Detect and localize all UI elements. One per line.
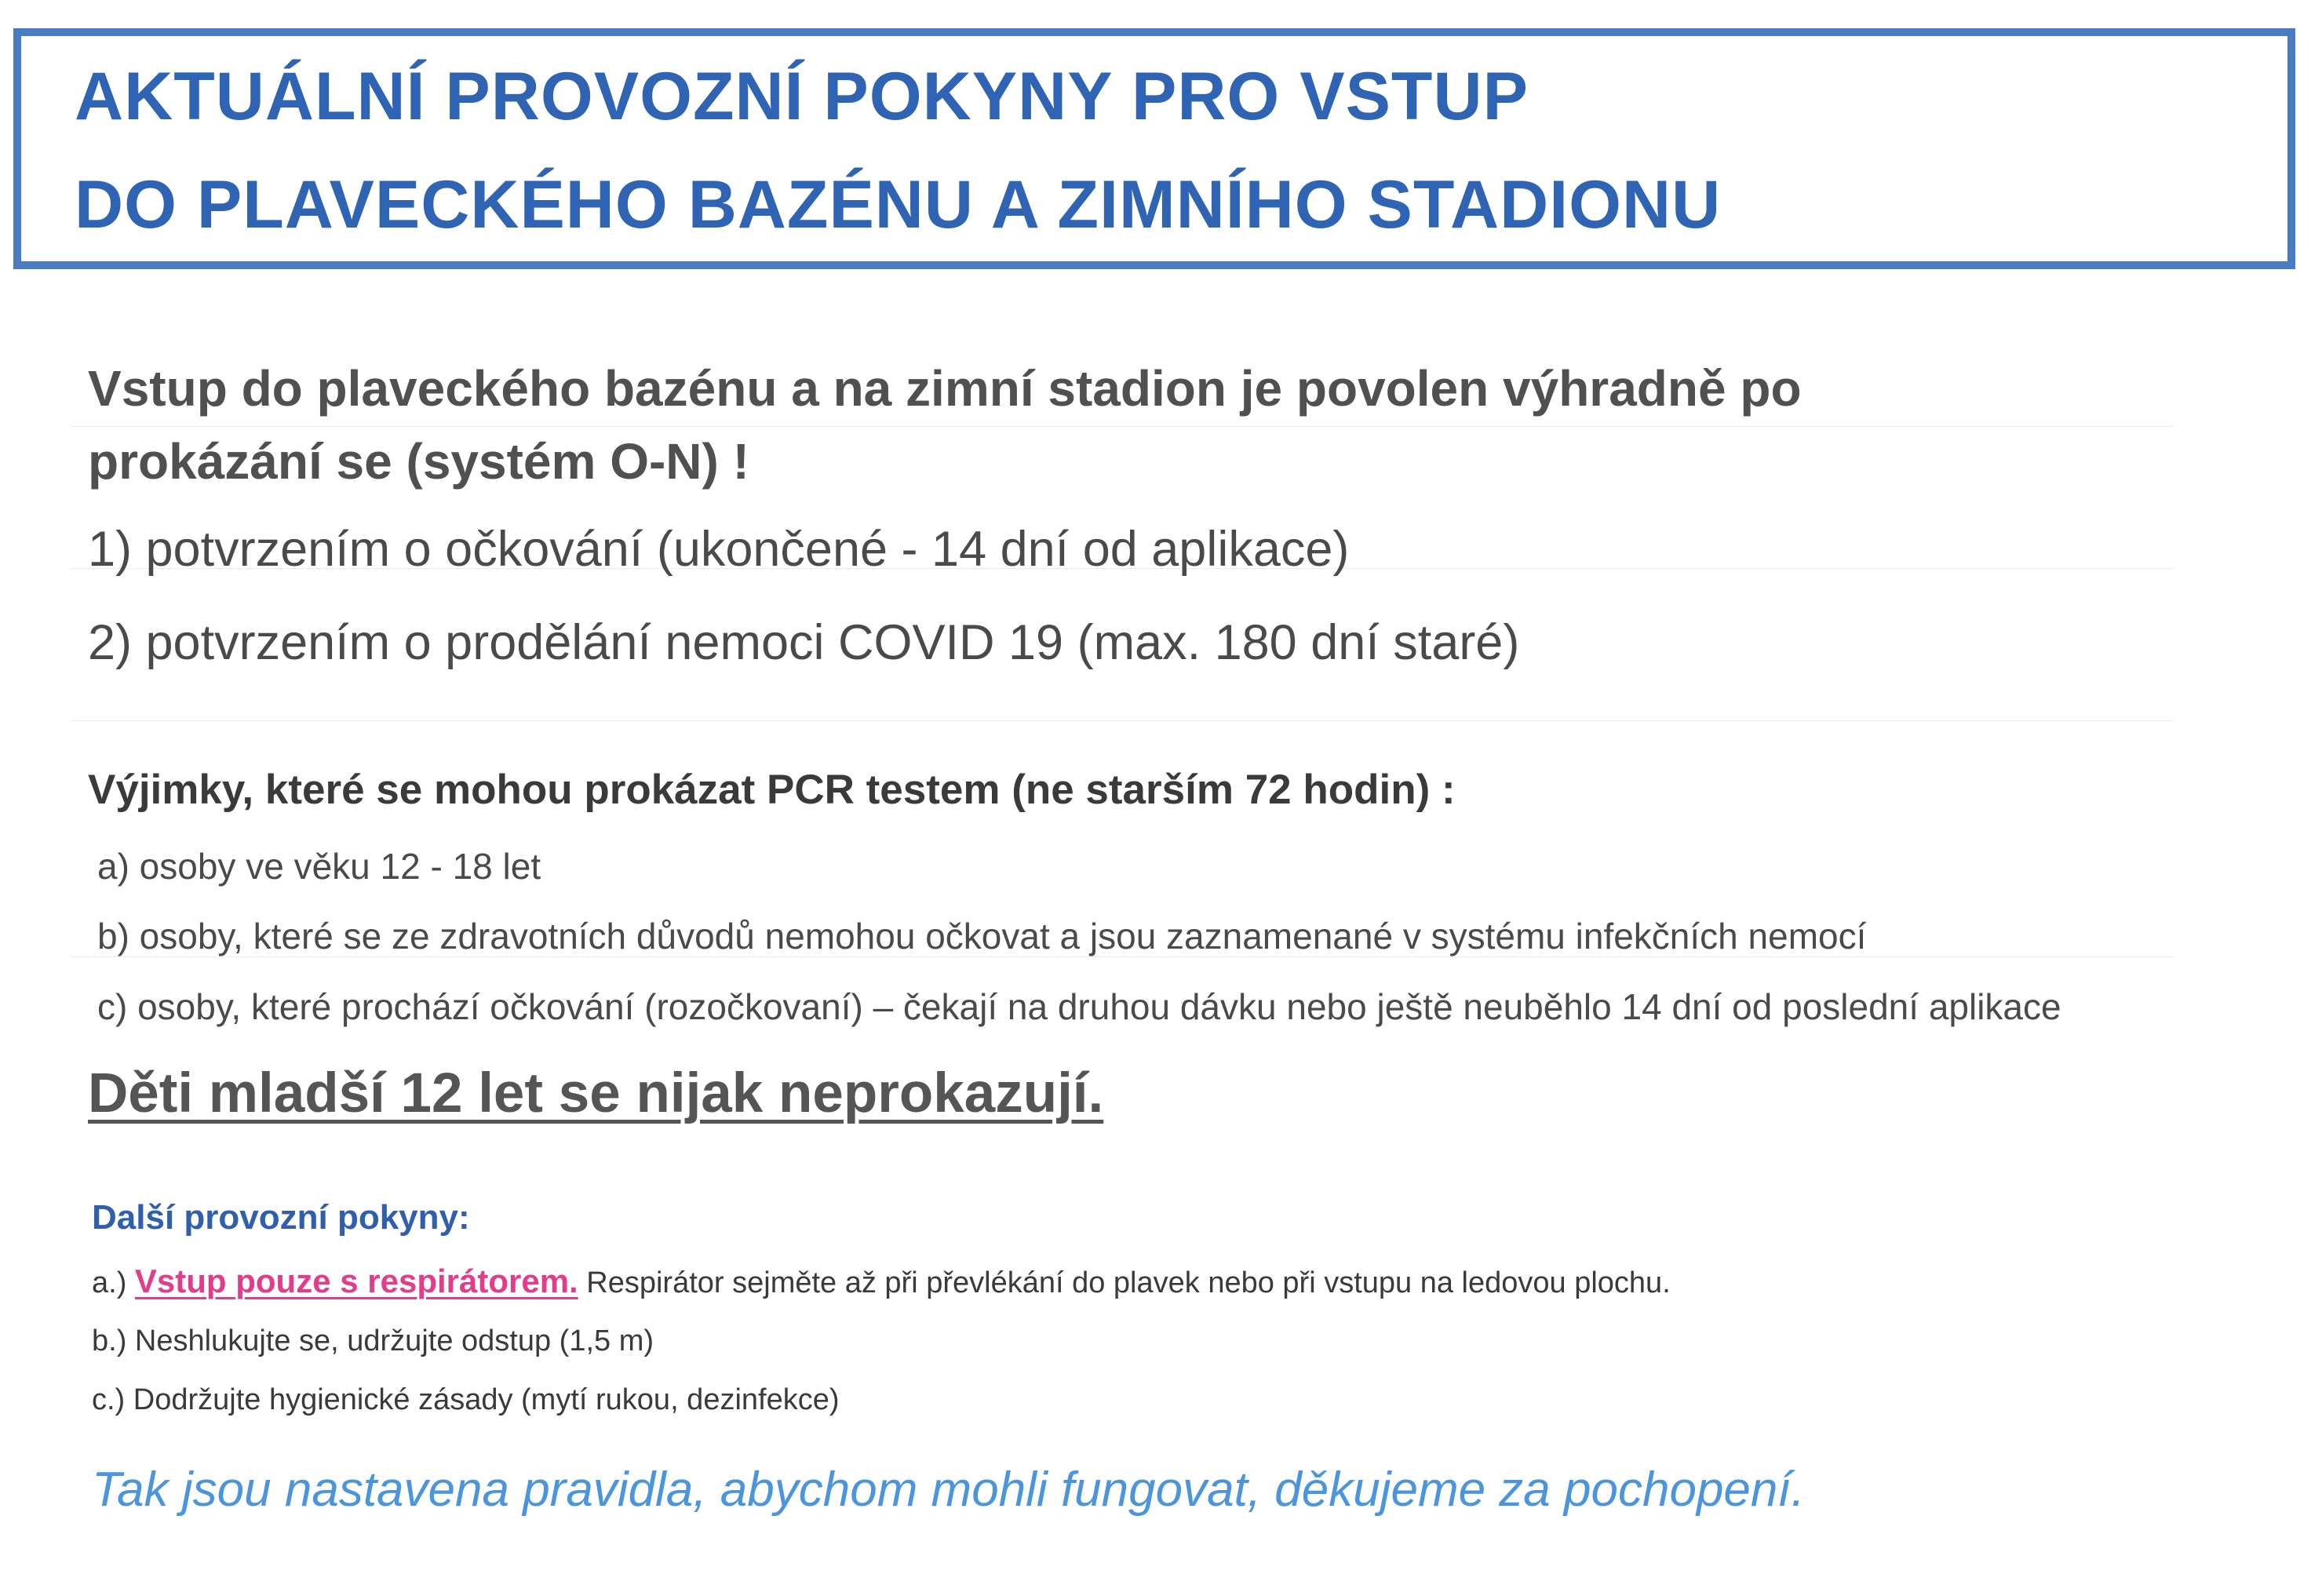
children-note: Děti mladší 12 let se nijak neprokazují. [88, 1062, 1104, 1124]
exception-item-c: c) osoby, které prochází očkování (rozočkovaní) – čekají na druhou dávku nebo ještě neuběhlo 14 dní od poslední aplikace [97, 986, 2061, 1027]
rule-item-c: c.) Dodržujte hygienické zásady (mytí rukou, dezinfekce) [92, 1383, 840, 1416]
scan-artifact-line [71, 426, 2174, 427]
requirement-vaccination: 1) potvrzením o očkování (ukončené - 14 dní od aplikace) [88, 522, 1350, 577]
entry-condition-line-2: prokázání se (systém O-N) ! [88, 433, 749, 490]
exception-item-a: a) osoby ve věku 12 - 18 let [97, 846, 541, 887]
page-title-line-2: DO PLAVECKÉHO BAZÉNU A ZIMNÍHO STADIONU [75, 167, 1722, 242]
exception-item-b: b) osoby, které se ze zdravotních důvodů nemohou očkovat a jsou zaznamenané v systému infekčních nemocí [97, 916, 1867, 957]
page-title-line-1: AKTUÁLNÍ PROVOZNÍ POKYNY PRO VSTUP [75, 59, 1529, 134]
rule-item-b: b.) Neshlukujte se, udržujte odstup (1,5 m) [92, 1325, 654, 1357]
scan-artifact-line [71, 720, 2174, 721]
respirator-highlight: Vstup pouze s respirátorem. [134, 1263, 578, 1299]
further-rules-title: Další provozní pokyny: [92, 1198, 470, 1237]
exceptions-title: Výjimky, které se mohou prokázat PCR testem (ne starším 72 hodin) : [88, 767, 1456, 813]
rule-a-text: Respirátor sejměte až při převlékání do plavek nebo při vstupu na ledovou plochu. [578, 1266, 1671, 1299]
entry-condition-line-1: Vstup do plaveckého bazénu a na zimní stadion je povolen výhradně po [88, 360, 1802, 417]
closing-message: Tak jsou nastavena pravidla, abychom mohli fungovat, děkujeme za pochopení. [92, 1463, 1805, 1517]
rule-a-prefix: a.) [92, 1266, 135, 1299]
rule-item-a [92, 1265, 1671, 1298]
requirement-recovery: 2) potvrzením o prodělání nemoci COVID 19 (max. 180 dní staré) [88, 615, 1520, 670]
